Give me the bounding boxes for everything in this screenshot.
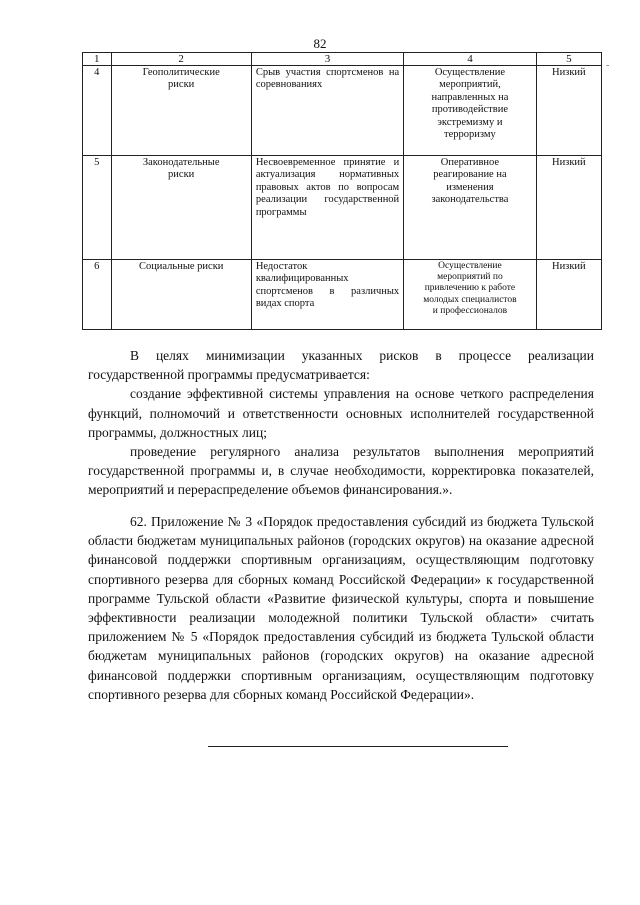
header-cell-5: 5 <box>536 53 601 66</box>
paragraph: создание эффективной системы управления на основе четкого распределения функций, полномочий и ответственности основных исполнителей государственной программы, должностных лиц; <box>88 386 594 440</box>
row-number: 6 <box>83 260 112 330</box>
risk-name: Законодательные риски <box>142 157 220 181</box>
table-header-row <box>83 53 602 66</box>
page-number: 82 <box>313 36 327 51</box>
row-number: 4 <box>83 66 112 156</box>
amendment-text <box>88 512 594 704</box>
paragraph: В целях минимизации указанных рисков в процессе реализации государственной программы предусматривается: <box>88 348 594 383</box>
table-row <box>83 260 602 330</box>
end-rule <box>208 746 508 747</box>
risk-measures: Осуществление мероприятий по привлечению к работе молодых специалистов и профессионалов <box>423 261 517 316</box>
risk-mitigation-text <box>88 346 594 500</box>
risk-level: Низкий <box>536 260 601 330</box>
risk-level: Низкий <box>536 66 601 156</box>
header-cell-3: 3 <box>251 53 403 66</box>
risk-description: Срыв участия спортсменов на соревнованиях <box>255 67 400 91</box>
risk-measures: Осуществление мероприятий, направленных на противодействие экстремизму и терроризму <box>431 67 509 140</box>
paragraph: проведение регулярного анализа результатов выполнения мероприятий государственной программы и, в случае необходимости, корректировка показателей, мероприятий и перераспределение объемов финансирования.». <box>88 444 594 498</box>
risk-level: Низкий <box>536 156 601 260</box>
table-row <box>83 66 602 156</box>
risk-name: Социальные риски <box>138 261 224 272</box>
row-number: 5 <box>83 156 112 260</box>
paragraph: 62. Приложение № 3 «Порядок предоставления субсидий из бюджета Тульской области бюджетам муниципальных районов (городских округов) на оказание адресной финансовой поддержки спортивным организациям, осуществляющим подготовку спортивного резерва для сборных команд Российской Федерации» к государственной программе Тульской области «Развитие физической культуры, спорта и повышение эффективности реализации молодежной политики Тульской области» считать приложением № 5 «Порядок предоставления субсидий из бюджета Тульской области бюджетам муниципальных районов (городских округов) на оказание адресной финансовой поддержки спортивным организациям, осуществляющим подготовку спортивного резерва для сборных команд Российской Федерации». <box>88 514 594 702</box>
table-row <box>83 156 602 260</box>
risk-description: Недостаток квалифицированных спортсменов в различных видах спорта <box>255 261 400 310</box>
risk-description: Несвоевременное принятие и актуализация нормативных правовых актов по вопросам реализации государственной программы <box>255 157 400 218</box>
edge-mark: - <box>606 60 610 71</box>
risk-table <box>82 52 602 330</box>
risk-measures: Оперативное реагирование на изменения законодательства <box>431 157 509 206</box>
header-cell-2: 2 <box>111 53 251 66</box>
risk-name: Геополитические риски <box>142 67 220 91</box>
header-cell-4: 4 <box>404 53 537 66</box>
header-cell-1: 1 <box>83 53 112 66</box>
